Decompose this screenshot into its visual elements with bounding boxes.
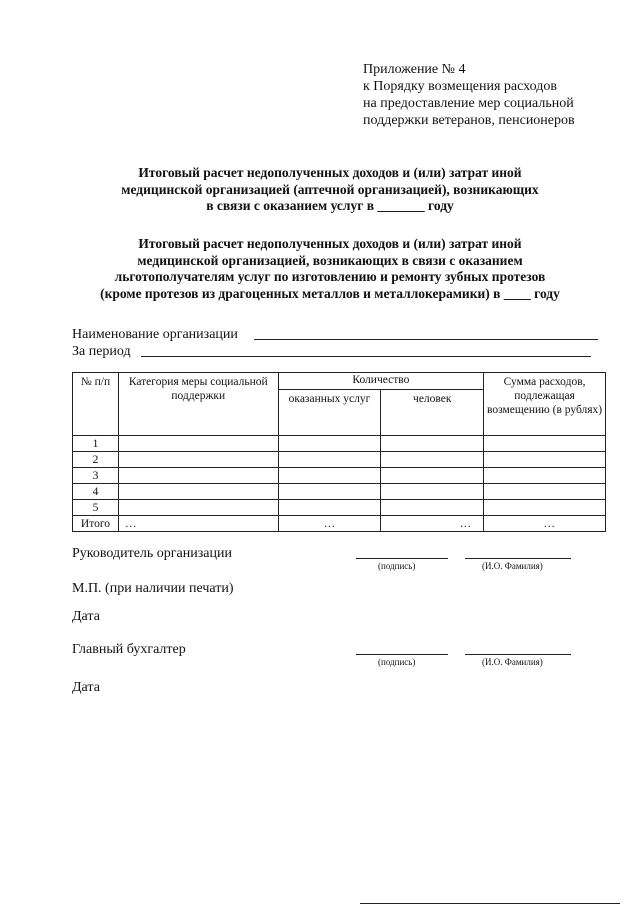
head-label: Руководитель организации (72, 546, 232, 561)
cell-amount[interactable] (484, 484, 606, 500)
expenses-table (72, 372, 606, 532)
total-category: … (118, 516, 278, 532)
appendix-note (363, 61, 575, 129)
cell-services[interactable] (278, 484, 381, 500)
cell-category[interactable] (118, 500, 278, 516)
table-row (73, 452, 606, 468)
head-name-line[interactable] (465, 558, 571, 559)
period-label: За период (72, 344, 131, 359)
head-signature-line[interactable] (356, 558, 448, 559)
title-line: в связи с оказанием услуг в _______ году (206, 198, 454, 213)
header-amount: Сумма расходов, подлежащая возмещению (в рублях) (484, 373, 606, 436)
title-line: Итоговый расчет недополученных доходов и (или) затрат иной (138, 165, 522, 180)
org-name-label: Наименование организации (72, 327, 238, 342)
cell-category[interactable] (118, 468, 278, 484)
cell-category[interactable] (118, 436, 278, 452)
total-label: Итого (73, 516, 119, 532)
accountant-signature-caption: (подпись) (378, 657, 416, 667)
total-amount: … (484, 516, 606, 532)
date2-label: Дата (72, 680, 100, 695)
head-signature-caption: (подпись) (378, 561, 416, 571)
cell-persons[interactable] (381, 468, 484, 484)
seal-label: М.П. (при наличии печати) (72, 581, 234, 596)
accountant-name-line[interactable] (465, 654, 571, 655)
header-category: Категория меры социальной поддержки (118, 373, 278, 436)
title-dentures (60, 236, 600, 302)
period-line[interactable] (141, 356, 591, 357)
title-pharmacy (60, 165, 600, 215)
header-services: оказанных услуг (278, 390, 381, 436)
title-line: медицинской организацией (аптечной организацией), возникающих (121, 181, 539, 197)
cell-services[interactable] (278, 500, 381, 516)
title-line: (кроме протезов из драгоценных металлов и металлокерамики) в ____ году (100, 285, 560, 301)
date-label: Дата (72, 609, 100, 624)
cell-persons[interactable] (381, 484, 484, 500)
appendix-line: Приложение № 4 (363, 62, 466, 77)
cell-amount[interactable] (484, 452, 606, 468)
accountant-name-caption: (И.О. Фамилия) (482, 657, 543, 667)
total-row (73, 516, 606, 532)
cell-amount[interactable] (484, 500, 606, 516)
table-row (73, 436, 606, 452)
appendix-line: к Порядку возмещения расходов (363, 79, 557, 94)
row-number: 2 (73, 452, 119, 468)
head-name-caption: (И.О. Фамилия) (482, 561, 543, 571)
cell-services[interactable] (278, 468, 381, 484)
accountant-signature-line[interactable] (356, 654, 448, 655)
cell-category[interactable] (118, 452, 278, 468)
cell-persons[interactable] (381, 436, 484, 452)
cell-persons[interactable] (381, 452, 484, 468)
appendix-line: поддержки ветеранов, пенсионеров (363, 113, 575, 128)
accountant-label: Главный бухгалтер (72, 642, 186, 657)
cell-services[interactable] (278, 452, 381, 468)
cell-persons[interactable] (381, 500, 484, 516)
title-line: льготополучателям услуг по изготовлению и ремонту зубных протезов (114, 269, 546, 284)
header-num: № п/п (73, 373, 119, 436)
cell-services[interactable] (278, 436, 381, 452)
row-number: 5 (73, 500, 119, 516)
row-number: 4 (73, 484, 119, 500)
page-bottom-rule (360, 903, 620, 904)
row-number: 1 (73, 436, 119, 452)
header-quantity: Количество (278, 373, 484, 390)
header-persons: человек (381, 390, 484, 436)
appendix-line: на предоставление мер социальной (363, 96, 574, 111)
table-row (73, 468, 606, 484)
total-services: … (278, 516, 381, 532)
total-persons: … (381, 516, 484, 532)
cell-amount[interactable] (484, 436, 606, 452)
title-line: медицинской организацией, возникающих в связи с оказанием (137, 252, 523, 268)
cell-category[interactable] (118, 484, 278, 500)
table-row (73, 500, 606, 516)
row-number: 3 (73, 468, 119, 484)
table-row (73, 484, 606, 500)
cell-amount[interactable] (484, 468, 606, 484)
org-name-line[interactable] (254, 339, 598, 340)
title-line: Итоговый расчет недополученных доходов и (или) затрат иной (138, 236, 522, 251)
